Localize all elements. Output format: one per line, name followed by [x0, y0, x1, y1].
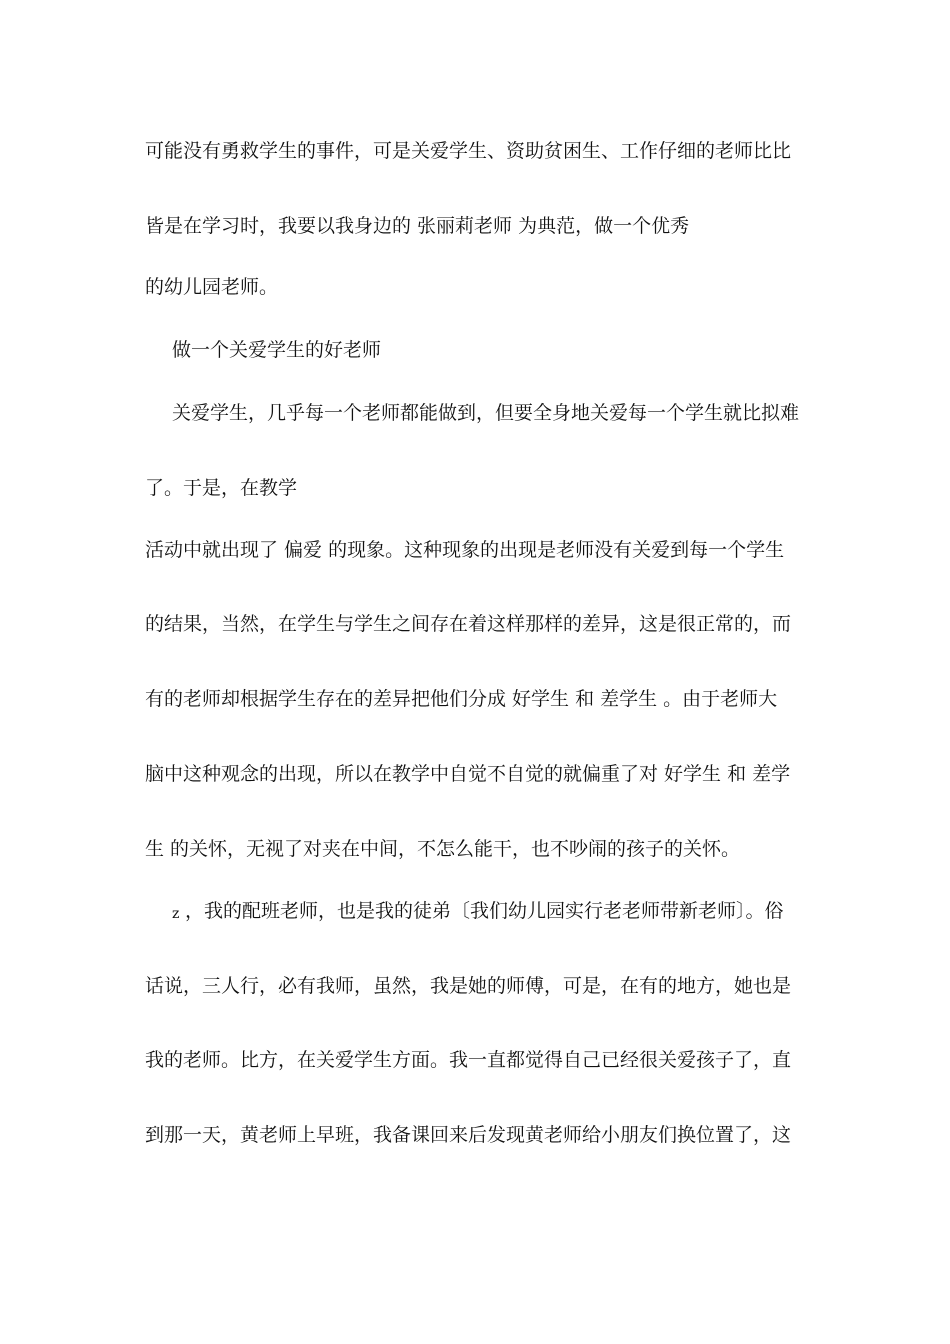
paragraph-line: 皆是在学习时，我要以我身边的 张丽莉老师 为典范，做一个优秀 — [145, 215, 690, 237]
paragraph-line: 了。于是，在教学 — [145, 477, 298, 499]
paragraph-line: 的幼儿园老师。 — [145, 276, 279, 298]
initial-letter: z — [172, 906, 180, 922]
paragraph-line: 活动中就出现了 偏爱 的现象。这种现象的出现是老师没有关爱到每一个学生 — [145, 539, 785, 561]
paragraph-line: 到那一天，黄老师上早班，我备课回来后发现黄老师给小朋友们换位置了，这 — [145, 1124, 792, 1146]
paragraph-line: 我的老师。比方，在关爱学生方面。我一直都觉得自己已经很关爱孩子了，直 — [145, 1049, 792, 1071]
paragraph-line: 话说，三人行，必有我师，虽然，我是她的师傅，可是，在有的地方，她也是 — [145, 975, 792, 997]
paragraph-line: ，我的配班老师，也是我的徒弟〔我们幼儿园实行老老师带新老师〕。俗 — [185, 900, 784, 922]
paragraph-line: 生 的关怀，无视了对夹在中间，不怎么能干，也不吵闹的孩子的关怀。 — [145, 838, 741, 860]
paragraph-line: 可能没有勇救学生的事件，可是关爱学生、资助贫困生、工作仔细的老师比比 — [145, 140, 792, 162]
paragraph-line: 关爱学生，几乎每一个老师都能做到，但要全身地关爱每一个学生就比拟难 — [172, 402, 800, 424]
paragraph-line: 的结果，当然，在学生与学生之间存在着这样那样的差异，这是很正常的，而 — [145, 613, 792, 635]
section-heading: 做一个关爱学生的好老师 — [172, 339, 382, 361]
paragraph-line: 有的老师却根据学生存在的差异把他们分成 好学生 和 差学生 。由于老师大 — [145, 688, 778, 710]
paragraph-line: 脑中这种观念的出现，所以在教学中自觉不自觉的就偏重了对 好学生 和 差学 — [145, 763, 791, 785]
